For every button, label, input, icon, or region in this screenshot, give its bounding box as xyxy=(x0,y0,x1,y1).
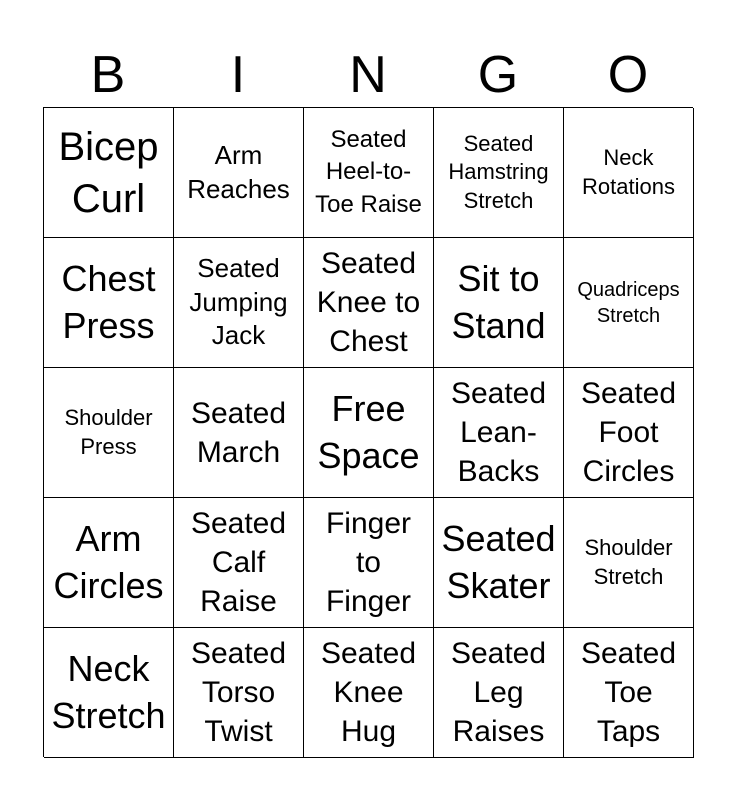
bingo-cell free-space[interactable] xyxy=(304,368,434,498)
header-letter-b: B xyxy=(90,46,126,104)
cell-text: Chest Press xyxy=(61,257,156,346)
bingo-cell[interactable] xyxy=(434,498,564,628)
bingo-cell[interactable] xyxy=(434,108,564,238)
cell-text: Seated Calf Raise xyxy=(190,507,287,618)
cell-text: Seated Knee Hug xyxy=(320,637,417,748)
bingo-board xyxy=(43,107,693,757)
cell-text: Seated Lean- Backs xyxy=(450,377,547,488)
cell-text: Free Space xyxy=(317,387,420,476)
bingo-cell[interactable] xyxy=(44,238,174,368)
cell-text: Seated Knee to Chest xyxy=(316,247,421,358)
bingo-cell[interactable] xyxy=(564,108,694,238)
cell-text: Seated Hamstring Stretch xyxy=(448,130,549,213)
header-letter-n: N xyxy=(349,46,387,104)
bingo-cell[interactable] xyxy=(564,498,694,628)
bingo-header xyxy=(43,44,693,106)
cell-text: Bicep Curl xyxy=(58,124,159,221)
bingo-cell[interactable] xyxy=(304,628,434,758)
bingo-cell[interactable] xyxy=(44,108,174,238)
bingo-cell[interactable] xyxy=(564,628,694,758)
bingo-cell[interactable] xyxy=(304,108,434,238)
bingo-cell[interactable] xyxy=(434,628,564,758)
cell-text: Seated Foot Circles xyxy=(580,377,677,488)
bingo-cell[interactable] xyxy=(174,108,304,238)
cell-text: Seated Skater xyxy=(441,517,556,606)
cell-text: Quadriceps Stretch xyxy=(577,278,680,327)
cell-text: Neck Stretch xyxy=(51,647,166,736)
header-letter-o: O xyxy=(607,46,649,104)
bingo-cell[interactable] xyxy=(174,238,304,368)
cell-text: Arm Reaches xyxy=(187,139,290,204)
header-letter-i: I xyxy=(230,46,246,104)
cell-text: Seated Torso Twist xyxy=(190,637,287,748)
header-letter-g: G xyxy=(477,46,519,104)
cell-text: Neck Rotations xyxy=(582,144,675,199)
bingo-cell[interactable] xyxy=(174,368,304,498)
bingo-cell[interactable] xyxy=(44,628,174,758)
cell-text: Shoulder Press xyxy=(64,404,153,459)
bingo-cell[interactable] xyxy=(434,368,564,498)
cell-text: Seated March xyxy=(190,396,287,469)
cell-text: Seated Leg Raises xyxy=(450,637,547,748)
cell-text: Sit to Stand xyxy=(451,257,546,346)
bingo-cell[interactable] xyxy=(304,498,434,628)
bingo-cell[interactable] xyxy=(564,238,694,368)
bingo-cell[interactable] xyxy=(44,498,174,628)
bingo-cell[interactable] xyxy=(304,238,434,368)
bingo-cell[interactable] xyxy=(174,498,304,628)
bingo-cell[interactable] xyxy=(564,368,694,498)
cell-text: Finger to Finger xyxy=(325,507,412,618)
cell-text: Arm Circles xyxy=(53,517,164,606)
cell-text: Seated Heel-to- Toe Raise xyxy=(315,125,422,218)
bingo-cell[interactable] xyxy=(174,628,304,758)
bingo-cell[interactable] xyxy=(434,238,564,368)
cell-text: Seated Toe Taps xyxy=(580,637,677,748)
bingo-cell[interactable] xyxy=(44,368,174,498)
cell-text: Seated Jumping Jack xyxy=(189,252,288,351)
cell-text: Shoulder Stretch xyxy=(584,534,673,589)
